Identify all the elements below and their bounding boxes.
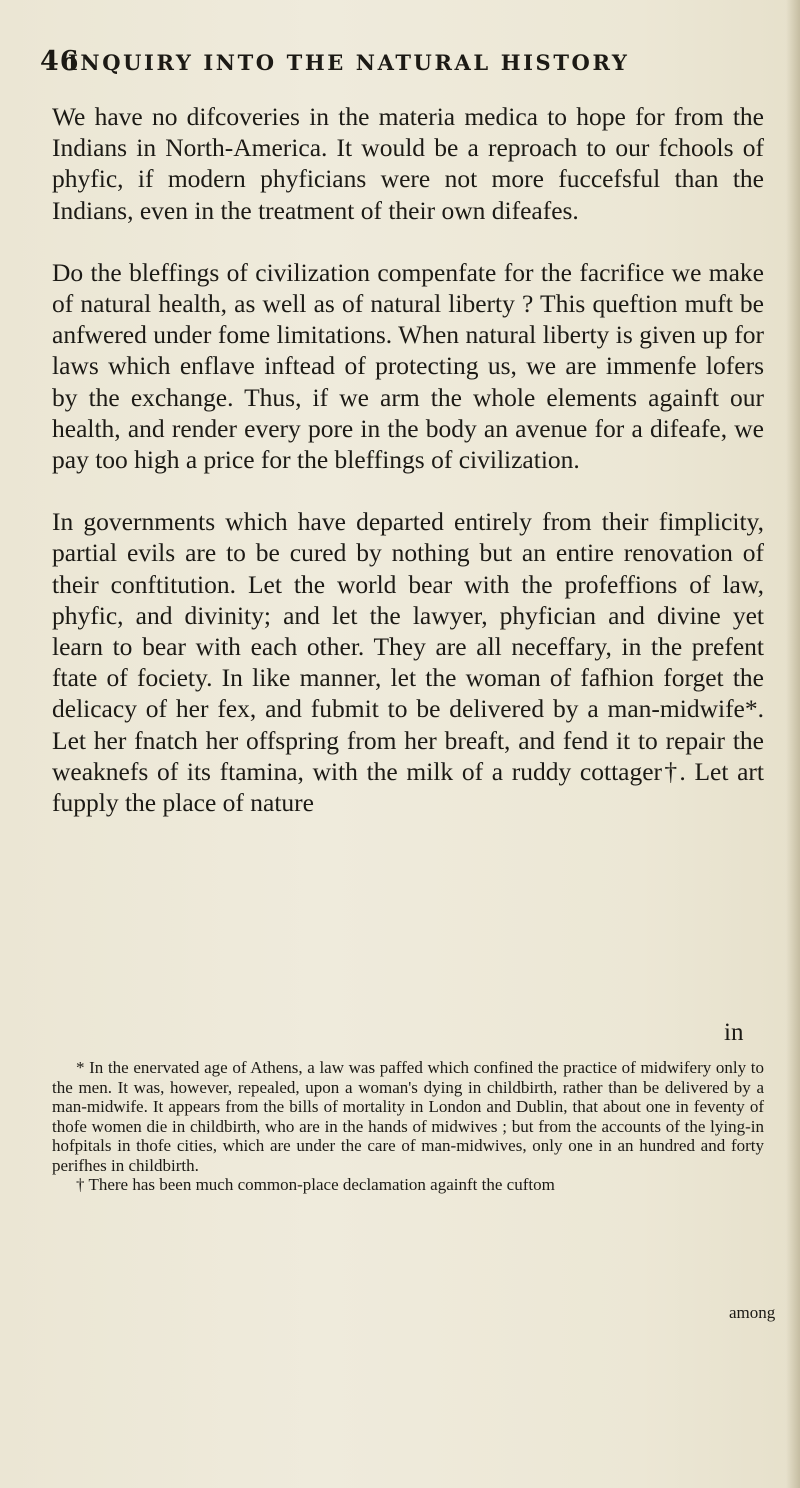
page-header [40,46,780,86]
paragraph-3: In governments which have departed entirely from their fimplicity, partial evils are to be cured by nothing but an entire renovation of their conftitution. Let the world bear with the profeffions of law, phyfic, and divinity; and let the lawyer, phyfician and divine yet learn to bear with each other. They are all neceffary, in the prefent ftate of fociety. In like manner, let the woman of fafhion forget the delicacy of her fex, and fubmit to be delivered by a man-midwife*. Let her fnatch her offspring from her breaft, and fend it to repair the weaknefs of its ftamina, with the milk of a ruddy cottager†. Let art fupply the place of nature [52,507,764,818]
footnote-2: † There has been much common-place declamation againft the cuftom [76,1175,555,1194]
catchword: in [724,1019,744,1046]
footnote-1: * In the enervated age of Athens, a law was paffed which confined the practice of midwifery only to the men. It was, however, repealed, upon a woman's dying in childbirth, rather than be delivered by a man-midwife. It appears from the bills of mortality in London and Dublin, that about one in feventy of thofe women die in childbirth, who are in the hands of midwives ; but from the accounts of the lying-in hofpitals in thofe cities, which are under the care of man-midwives, only one in an hundred and forty perifhes in childbirth. [52,1058,764,1175]
running-head: INQUIRY INTO THE NATURAL HISTORY [68,50,630,75]
footnote-catchword: among [729,1303,776,1322]
footnotes [52,1058,764,1195]
page-edge-shadow [786,0,800,1488]
paragraph-2: Do the bleffings of civilization compenfate for the facrifice we make of natural health, as well as of natural liberty ? This queftion muft be anfwered under fome limitations. When natural liberty is given up for laws which enflave inftead of protecting us, we are immenfe lofers by the exchange. Thus, if we arm the whole elements againft our health, and render every pore in the body an avenue for a difeafe, we pay too high a price for the bleffings of civilization. [52,257,764,475]
paragraph-1: We have no difcoveries in the materia medica to hope for from the Indians in North-America. It would be a reproach to our fchools of phyfic, if modern phyficians were not more fuccefsful than the Indians, even in the treatment of their own difeafes. [52,102,764,225]
main-text [52,101,764,818]
page-number: 46 [40,46,80,77]
